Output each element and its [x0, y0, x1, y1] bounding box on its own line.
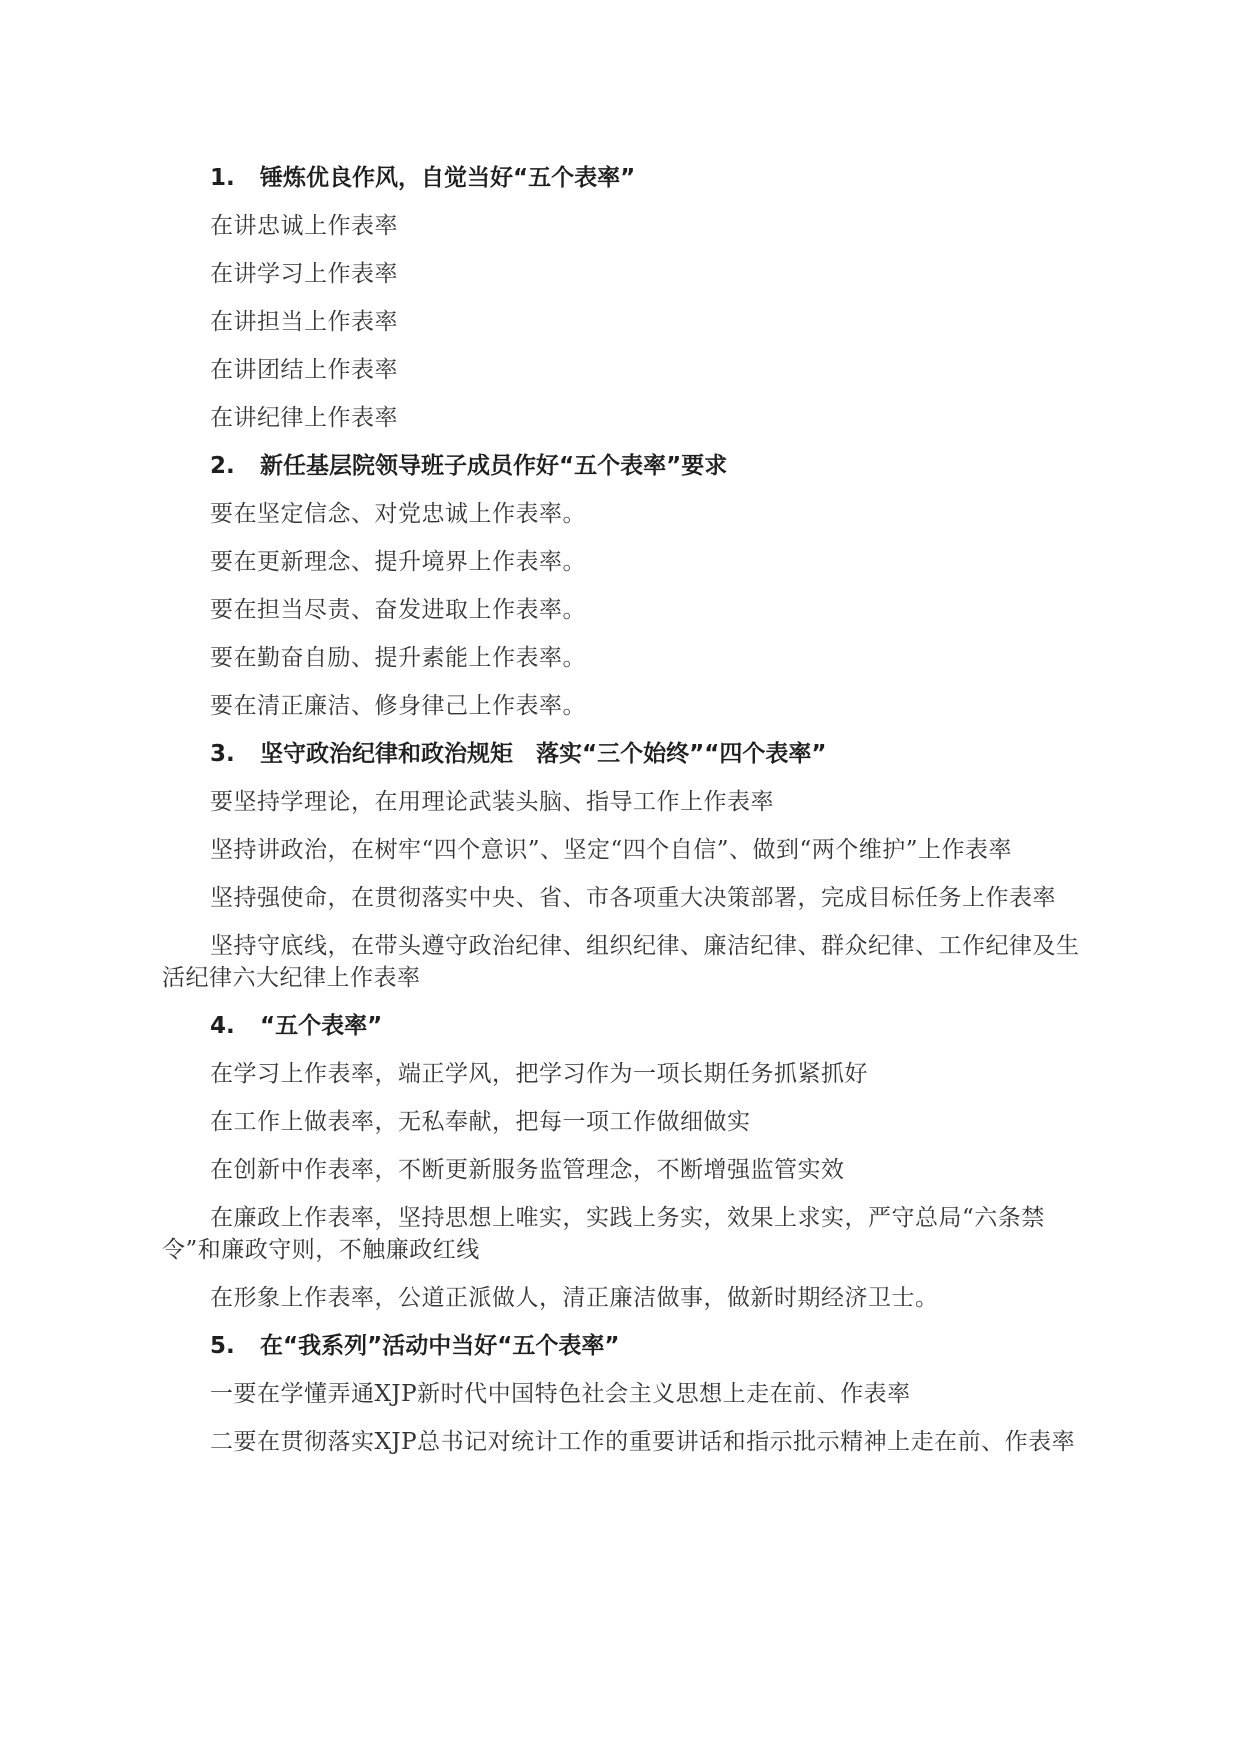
list-item: 二要在贯彻落实XJP总书记对统计工作的重要讲话和指示批示精神上走在前、作表率 [210, 1429, 1076, 1455]
list-item: 在讲团结上作表率 [210, 357, 398, 383]
list-item: 在讲纪律上作表率 [210, 405, 398, 431]
list-item: 在讲担当上作表率 [210, 309, 398, 335]
list-item: 要在担当尽责、奋发进取上作表率。 [210, 597, 586, 623]
section-title: “五个表率” [260, 1013, 383, 1039]
list-item: 要在坚定信念、对党忠诚上作表率。 [210, 501, 586, 527]
list-item: 要在清正廉洁、修身律己上作表率。 [210, 693, 586, 719]
section-number: 1. [210, 165, 235, 191]
section-title: 在“我系列”活动中当好“五个表率” [260, 1333, 620, 1359]
section-heading [162, 1010, 1092, 1042]
section-heading [162, 738, 1092, 770]
list-item: 在工作上做表率，无私奉献，把每一项工作做细做实 [210, 1109, 751, 1135]
section-heading [162, 450, 1092, 482]
section-number: 2. [210, 453, 235, 479]
section-heading [162, 162, 1092, 194]
section-title: 坚守政治纪律和政治规矩 落实“三个始终”“四个表率” [260, 741, 827, 767]
list-item: 要在勤奋自励、提升素能上作表率。 [210, 645, 586, 671]
section-number: 4. [210, 1013, 235, 1039]
document-body [162, 162, 1092, 1474]
list-item: 要坚持学理论，在用理论武装头脑、指导工作上作表率 [210, 789, 774, 815]
section-title: 锤炼优良作风，自觉当好“五个表率” [260, 165, 636, 191]
list-item: 在廉政上作表率，坚持思想上唯实，实践上务实，效果上求实，严守总局“六条禁令”和廉政守则，不触廉政红线 [162, 1205, 1045, 1263]
list-item: 在讲忠诚上作表率 [210, 213, 398, 239]
section-title: 新任基层院领导班子成员作好“五个表率”要求 [260, 453, 728, 479]
list-item: 坚持讲政治，在树牢“四个意识”、坚定“四个自信”、做到“两个维护”上作表率 [210, 837, 1013, 863]
list-item: 坚持强使命，在贯彻落实中央、省、市各项重大决策部署，完成目标任务上作表率 [210, 885, 1056, 911]
section-number: 3. [210, 741, 235, 767]
list-item: 在形象上作表率，公道正派做人，清正廉洁做事，做新时期经济卫士。 [210, 1285, 939, 1311]
list-item: 一要在学懂弄通XJP新时代中国特色社会主义思想上走在前、作表率 [210, 1381, 911, 1407]
section-heading [162, 1330, 1092, 1362]
list-item: 在讲学习上作表率 [210, 261, 398, 287]
list-item: 在创新中作表率，不断更新服务监管理念，不断增强监管实效 [210, 1157, 845, 1183]
list-item: 坚持守底线，在带头遵守政治纪律、组织纪律、廉洁纪律、群众纪律、工作纪律及生活纪律六大纪律上作表率 [162, 933, 1080, 991]
list-item: 要在更新理念、提升境界上作表率。 [210, 549, 586, 575]
section-number: 5. [210, 1333, 235, 1359]
list-item: 在学习上作表率，端正学风，把学习作为一项长期任务抓紧抓好 [210, 1061, 868, 1087]
